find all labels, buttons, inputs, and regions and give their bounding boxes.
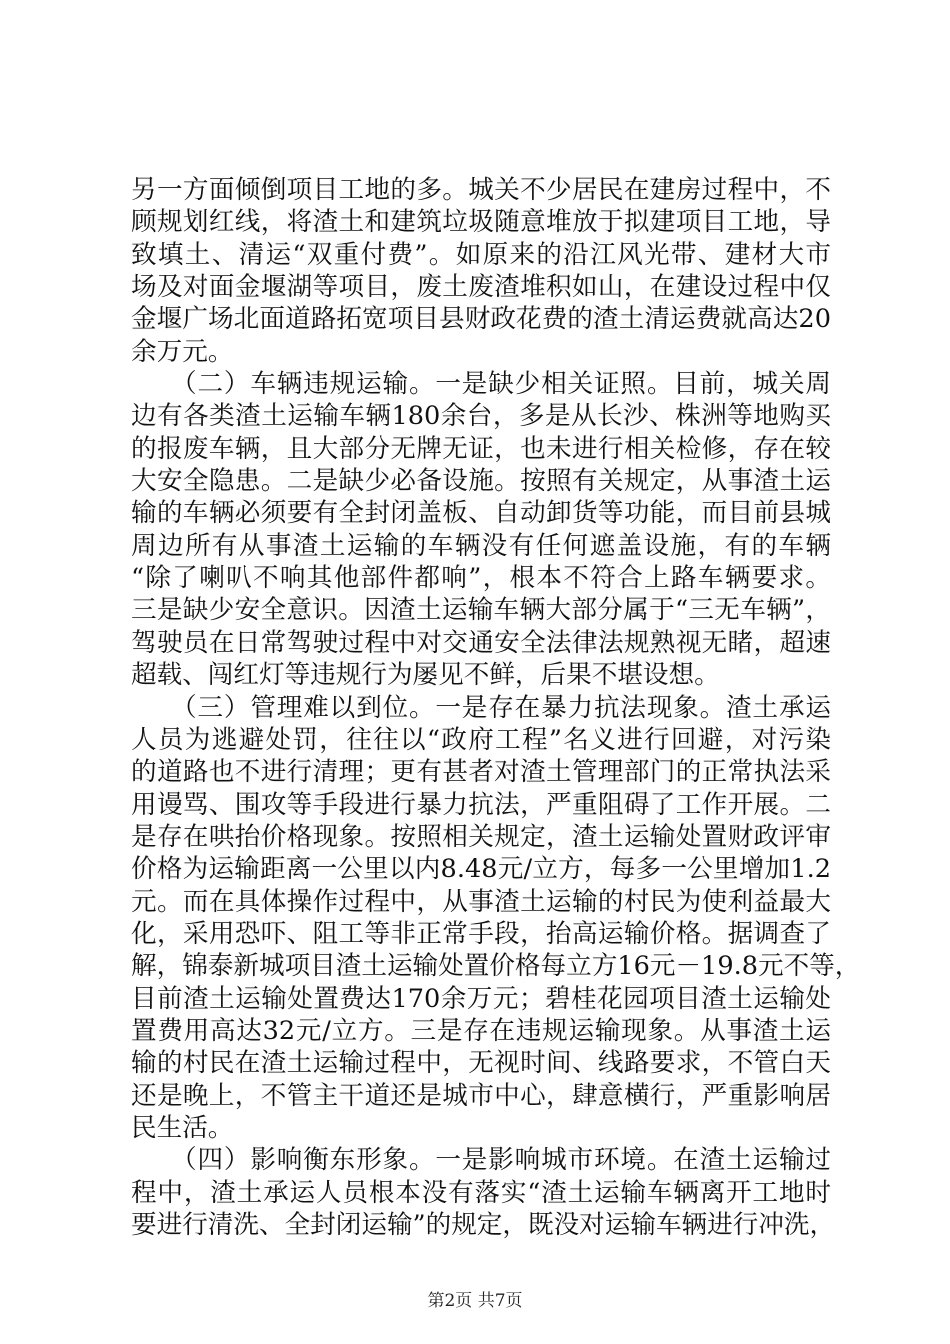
text-line: 是存在哄抬价格现象。按照相关规定，渣土运输处置财政评审	[131, 821, 831, 852]
text-line: 场及对面金堰湖等项目，废土废渣堆积如山，在建设过程中仅	[131, 272, 831, 303]
text-line: 三是缺少安全意识。因渣土运输车辆大部分属于“三无车辆”，	[131, 595, 831, 626]
text-line: 输的村民在渣土运输过程中，无视时间、线路要求，不管白天	[131, 1048, 831, 1079]
text-line: 周边所有从事渣土运输的车辆没有任何遮盖设施，有的车辆	[131, 530, 831, 561]
text-line: （二）车辆违规运输。一是缺少相关证照。目前，城关周	[131, 369, 831, 400]
text-line: 驾驶员在日常驾驶过程中对交通安全法律法规熟视无睹，超速	[131, 627, 831, 658]
text-line: 化，采用恐吓、阻工等非正常手段，抬高运输价格。据调查了	[131, 918, 831, 949]
text-line: 置费用高达32元/立方。三是存在违规运输现象。从事渣土运	[131, 1015, 831, 1046]
body-text	[131, 174, 861, 1241]
page-footer: 第2页 共7页	[427, 1291, 523, 1311]
text-line: 的报废车辆，且大部分无牌无证，也未进行相关检修，存在较	[131, 433, 831, 464]
text-line: 元。而在具体操作过程中，从事渣土运输的村民为使利益最大	[131, 886, 831, 917]
text-line: 解，锦泰新城项目渣土运输处置价格每立方16元－19.8元不等，	[131, 951, 861, 982]
text-line: 另一方面倾倒项目工地的多。城关不少居民在建房过程中，不	[131, 175, 831, 205]
text-line: （四）影响衡东形象。一是影响城市环境。在渣土运输过	[131, 1145, 831, 1176]
text-line: 致填土、清运“双重付费”。如原来的沿江风光带、建材大市	[131, 239, 831, 270]
text-line: 边有各类渣土运输车辆180余台，多是从长沙、株洲等地购买	[131, 401, 831, 432]
text-line: 金堰广场北面道路拓宽项目县财政花费的渣土清运费就高达20	[131, 304, 831, 335]
text-line: 还是晚上，不管主干道还是城市中心，肆意横行，严重影响居	[131, 1080, 831, 1111]
text-line: 余万元。	[131, 336, 234, 367]
text-line: 的道路也不进行清理；更有甚者对渣土管理部门的正常执法采	[131, 757, 831, 788]
text-line: 民生活。	[131, 1112, 234, 1143]
text-line: “除了喇叭不响其他部件都响”，根本不符合上路车辆要求。	[131, 563, 831, 594]
text-line: 超载、闯红灯等违规行为屡见不鲜，后果不堪设想。	[131, 660, 720, 691]
text-line: （三）管理难以到位。一是存在暴力抗法现象。渣土承运	[131, 692, 831, 723]
text-line: 大安全隐患。二是缺少必备设施。按照有关规定，从事渣土运	[131, 466, 831, 497]
text-line: 用谩骂、围攻等手段进行暴力抗法，严重阻碍了工作开展。二	[131, 789, 831, 820]
text-line: 输的车辆必须要有全封闭盖板、自动卸货等功能，而目前县城	[131, 498, 831, 529]
text-line: 顾规划红线，将渣土和建筑垃圾随意堆放于拟建项目工地，导	[131, 207, 831, 238]
text-line: 人员为逃避处罚，往往以“政府工程”名义进行回避，对污染	[131, 724, 831, 755]
text-line: 要进行清洗、全封闭运输”的规定，既没对运输车辆进行冲洗，	[131, 1210, 836, 1240]
text-line: 价格为运输距离一公里以内8.48元/立方，每多一公里增加1.2	[131, 854, 831, 885]
text-line: 目前渣土运输处置费达170余万元；碧桂花园项目渣土运输处	[131, 983, 831, 1014]
text-line: 程中，渣土承运人员根本没有落实“渣土运输车辆离开工地时	[131, 1177, 831, 1208]
